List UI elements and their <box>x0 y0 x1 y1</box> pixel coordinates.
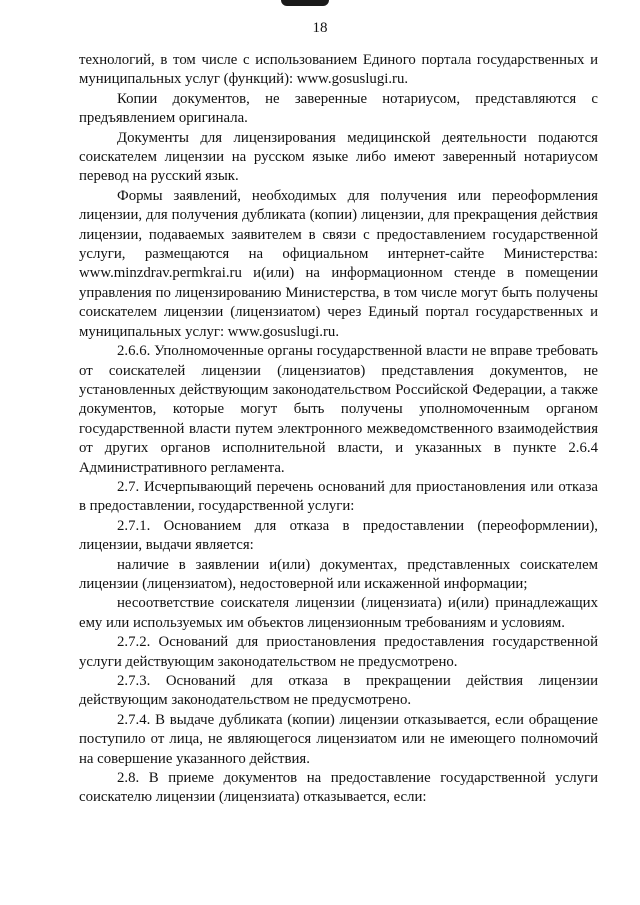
paragraph-copies: Копии документов, не заверенные нотариусом, представляются с предъявлением оригинала. <box>79 90 598 127</box>
paragraph-2-7-1-item-1: наличие в заявлении и(или) документах, представленных соискателем лицензии (лицензиатом), недостоверной или искаженной информации; <box>79 556 598 592</box>
paragraph-2-8: 2.8. В приеме документов на предоставление государственной услуги соискателю лицензии (лицензиата) отказывается, если: <box>79 770 598 806</box>
paragraph-forms: Формы заявлений, необходимых для получения или переоформления лицензии, для получения дубликата (копии) лицензии, для прекращения действия лицензии, подаваемых заявителем в связи с предоставлением государственной услуги, размещаются на официальном интернет-сайте Министерства: www.minzdrav.permkrai.ru и(или) на информационном стенде в помещении управления по лицензированию Министерства, в том числе могут быть получены соискателем лицензии (лицензиатом) через Единый портал государственных и муниципальных услуг: www.gosuslugi.ru. <box>79 187 598 340</box>
paragraph-language: Документы для лицензирования медицинской деятельности подаются соискателем лицензии на русском языке либо имеют заверенный нотариусом перевод на русский язык. <box>79 129 598 185</box>
paragraph-2-7-1-item-2: несоответствие соискателя лицензии (лицензиата) и(или) принадлежащих ему или используемых им объектов лицензионным требованиям и условиям. <box>79 595 598 631</box>
paragraph-2-7-2: 2.7.2. Оснований для приостановления предоставления государственной услуги действующим законодательством не предусмотрено. <box>79 634 598 670</box>
document-body <box>79 51 598 808</box>
page-number: 18 <box>312 20 328 36</box>
paragraph-2-7-4: 2.7.4. В выдаче дубликата (копии) лицензии отказывается, если обращение поступило от лица, не являющегося лицензиатом или не имеющего полномочий на совершение указанного действия. <box>79 711 598 767</box>
paragraph-intro-continuation: технологий, в том числе с использованием Единого портала государственных и муниципальных услуг (функций): www.gosuslugi.ru. <box>79 52 598 88</box>
paragraph-2-7-3: 2.7.3. Оснований для отказа в прекращении действия лицензии действующим законодательством не предусмотрено. <box>79 673 598 709</box>
paragraph-2-7-1: 2.7.1. Основанием для отказа в предоставлении (переоформлении), лицензии, выдачи является: <box>79 517 598 554</box>
paragraph-2-6-6: 2.6.6. Уполномоченные органы государственной власти не вправе требовать от соискателей лицензии (лицензиатов) представления документов, не установленных действующим законодательством Российской Федерации, а также документов, которые могут быть получены уполномоченным органом государственной власти путем электронного межведомственного взаимодействия от других органов исполнительной власти, и указанных в пункте 2.6.4 Административного регламента. <box>79 343 598 476</box>
paragraph-2-7: 2.7. Исчерпывающий перечень оснований для приостановления или отказа в предоставлении, государственной услуги: <box>79 478 598 515</box>
top-edge-mark <box>281 0 329 6</box>
